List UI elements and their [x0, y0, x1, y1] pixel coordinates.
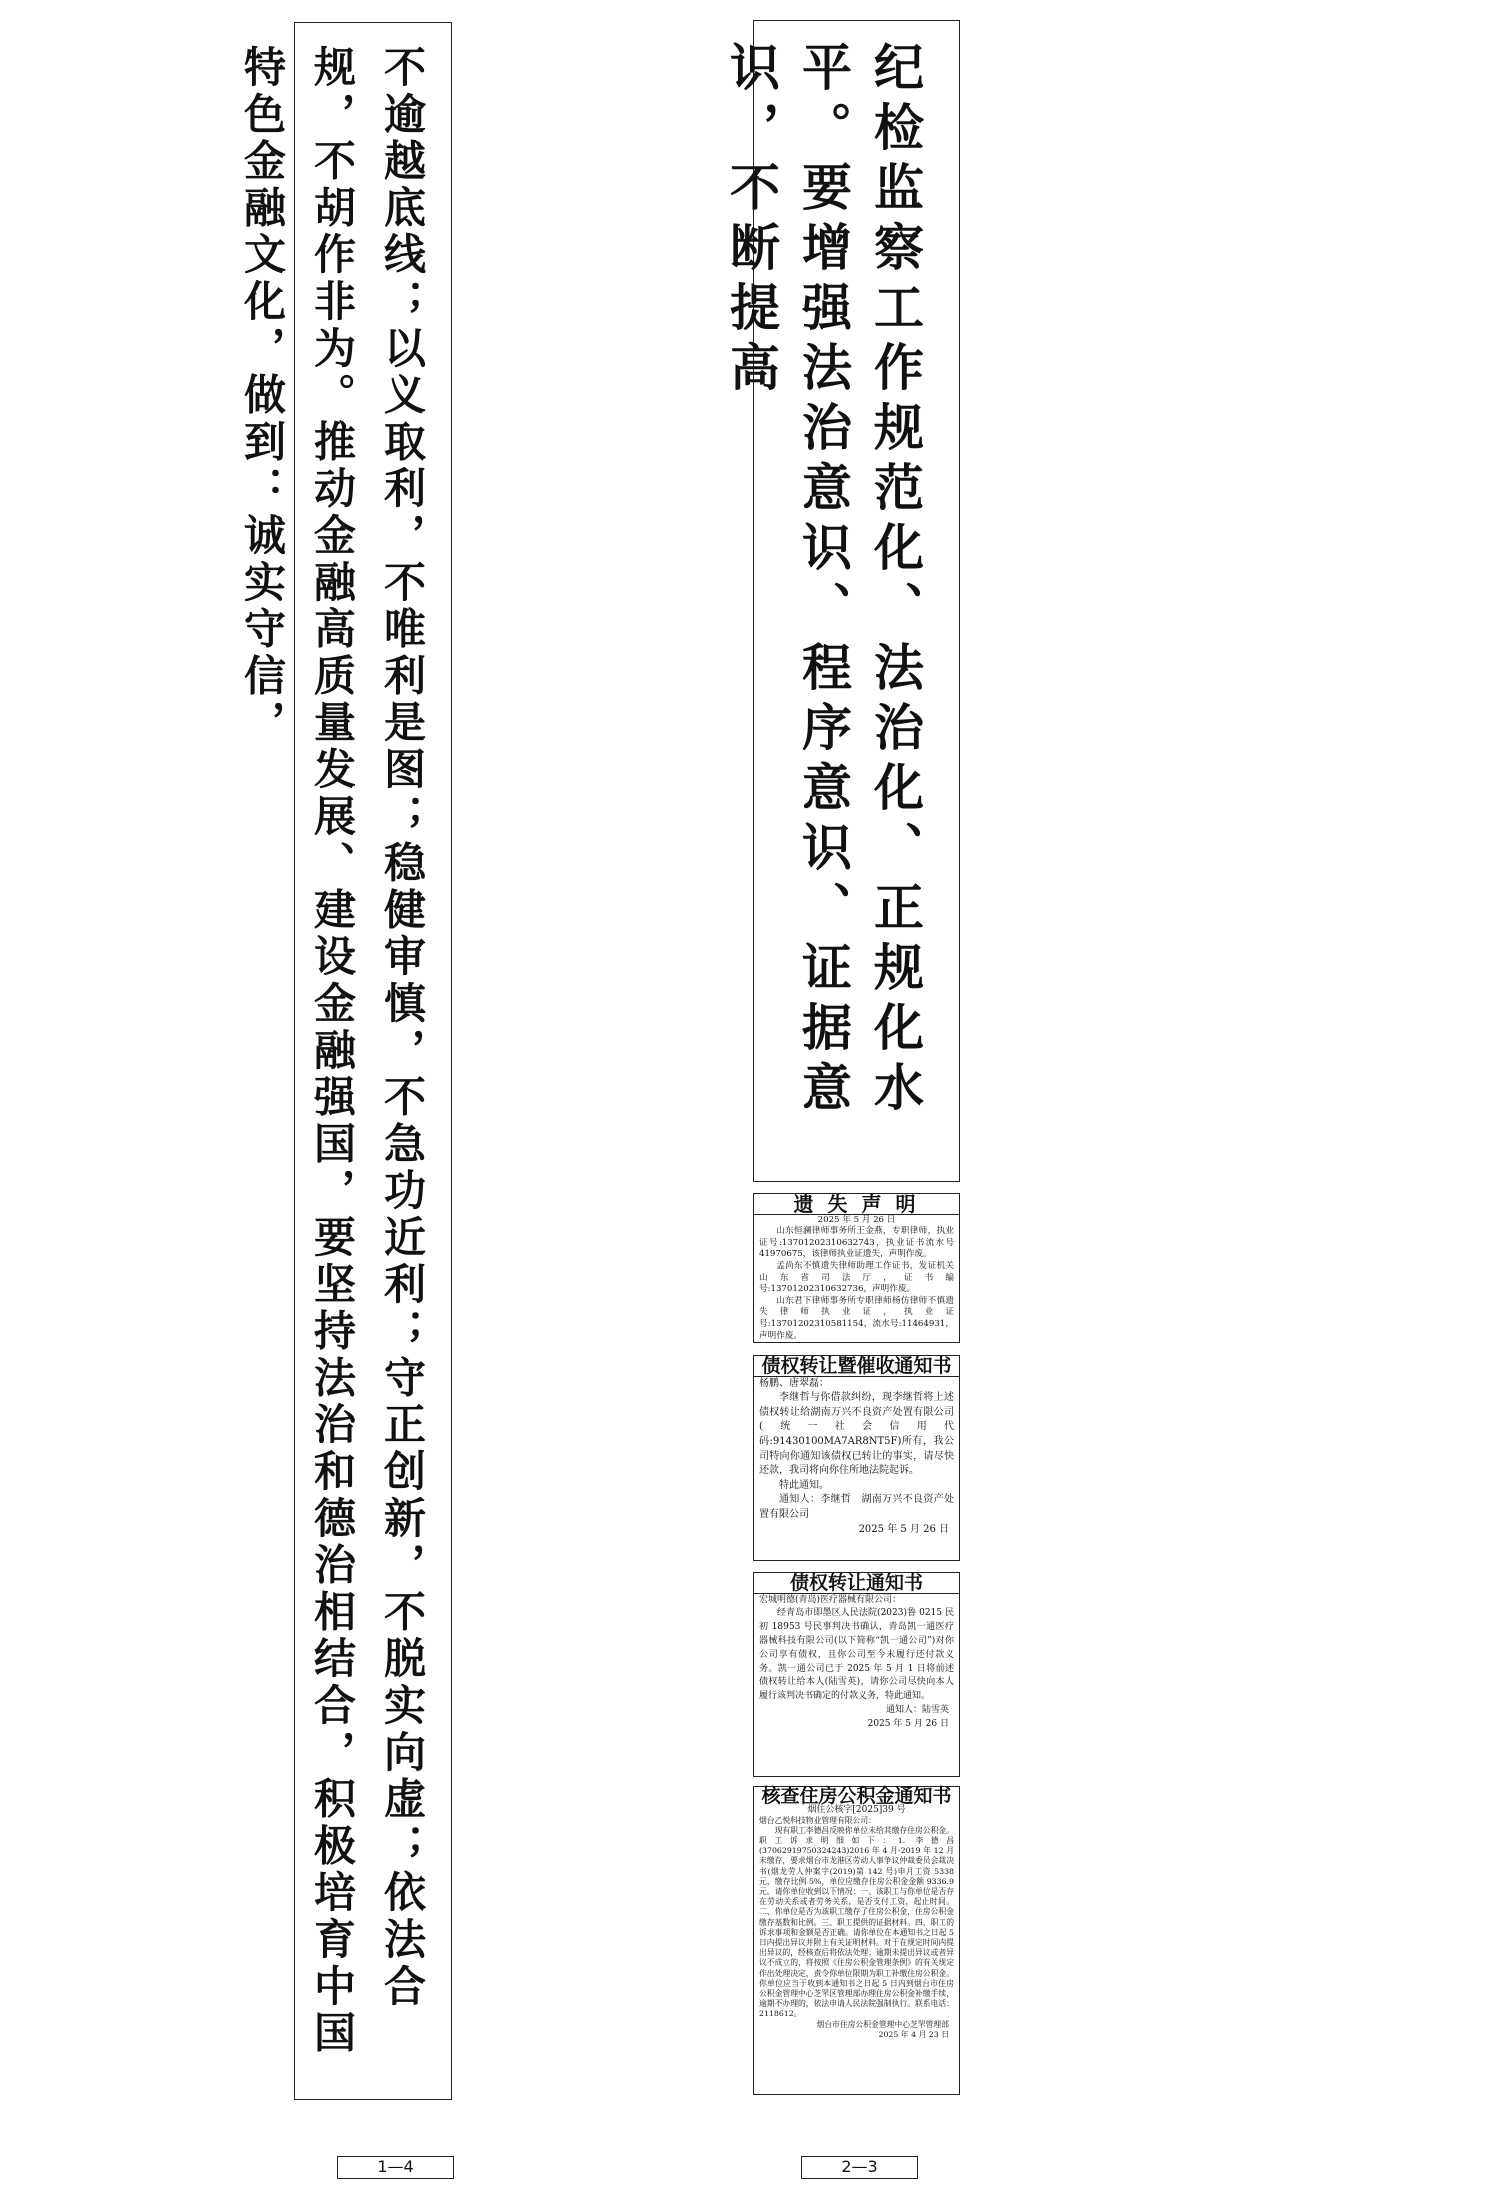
notice-addressee: 烟台乙悦科技物业管理有限公司： — [759, 1815, 876, 1825]
notice-title: 债权转让暨催收通知书 — [754, 1356, 959, 1377]
housing-fund-notice — [753, 1786, 960, 2095]
lost-statement-notice — [753, 1193, 960, 1343]
debt-transfer-notice — [753, 1572, 960, 1777]
notice-addressee: 杨鹏、唐翠磊： — [759, 1377, 829, 1389]
notice-title: 核查住房公积金通知书 — [761, 1785, 952, 1807]
page-number-right: 2—3 — [801, 2156, 918, 2179]
notice-date: 2025 年 5 月 26 日 — [858, 1523, 949, 1535]
notice-doc-number: 烟住公核字[2025]39 号 — [807, 1804, 906, 1815]
notice-signature: 烟台市住房公积金管理中心芝罘管理部 — [816, 2019, 949, 2029]
notice-paragraph: 山东君下律师事务所专职律师杨仿律师不慎遗失律师执业证，执业证号:13701202310581154，流水号:11464931，声明作废。 — [759, 1295, 954, 1341]
notice-date: 2025 年 5 月 26 日 — [867, 1718, 949, 1729]
notice-addressee: 宏城明德(青岛)医疗器械有限公司： — [759, 1594, 902, 1605]
notice-body: 经青岛市即墨区人民法院(2023)鲁 0215 民初 18953 号民事判决书确认，青岛凯一通医疗器械科技有限公司(以下简称“凯一通公司”)对你公司享有债权，且你公司至今未履行还付款义务。凯一通公司已于 2025 年 5 月 1 日将前述债权转让给本人(陆雪英)，请你公司尽快向本人履行该判决书确定的付款义务，特此通知。 — [759, 1608, 954, 1702]
notice-signature: 通知人：陆雪英 — [885, 1704, 949, 1715]
notice-closing: 特此通知。 — [779, 1479, 829, 1491]
left-banner — [238, 22, 452, 2100]
notice-paragraph: 孟尚东不慎遗失律师助理工作证书，发证机关山东省司法厅，证书编号:13701202310632736，声明作废。 — [759, 1260, 954, 1295]
notice-date: 2025 年 4 月 23 日 — [878, 2029, 949, 2039]
right-banner — [722, 20, 960, 1182]
right-banner-text: 纪检监察工作规范化、法治化、正规化水平。要增强法治意识、程序意识、证据意识，不断提高 — [722, 41, 924, 1121]
notice-body: 李继哲与你借款纠纷，现李继哲将上述债权转让给湖南万兴不良资产处置有限公司(统一社会信用代码:91430100MA7AR8NT5F)所有，我公司特向你通知该债权已转让的事实，请尽快还款，我司将向你住所地法院起诉。 — [759, 1392, 954, 1477]
debt-collection-notice — [753, 1355, 960, 1561]
notice-body: 现有职工李德昌反映你单位未给其缴存住房公积金。职工诉求明细如下：1. 李德昌(37062919750324243)2016 年 4 月-2019 年 12 月未缴存，要求烟台市龙港区劳动人事争议仲裁委员会裁决书(烟龙劳人仲案字(2019)第 142 号)申月工资 5338 元，缴存比例 5%，单位应缴存住房公积金金额 9336.9 元。请你单位收到以下情况：一、该职工与你单位是否存在劳动关系或者劳务关系，是否支付工资，起止时间。二、你单位是否为该职工缴存了住房公积金，住房公积金缴存基数和比例。三、职工提供的证据材料。四、职工的诉求事项和金额是否正确。请你单位在本通知书之日起 5 日内提出异议并附上有关证明材料。对于在规定时间内提出异议的，经核查后将依法处理；逾期未提出异议或者异议不成立的，将按照《住房公积金管理条例》的有关规定作出处理决定，责令你单位限期为职工补缴住房公积金。你单位应当于收到本通知书之日起 5 日内到烟台市住房公积金管理中心芝罘区管理部办理住房公积金补缴手续，逾期不办理的，依法申请人民法院强制执行。联系电话：2118612。 — [759, 1825, 954, 2019]
notice-signature: 通知人：李继哲 湖南万兴不良资产处置有限公司 — [759, 1494, 954, 1520]
notice-paragraph: 山东恒澜律师事务所王金燕，专职律师，执业证号:13701202310632743，执业证书流水号41970675，该律师执业证遗失，声明作废。 — [759, 1226, 954, 1260]
page-number-left: 1—4 — [337, 2156, 454, 2179]
notice-date: 2025 年 5 月 26 日 — [817, 1214, 896, 1225]
notice-title: 遗失声明 — [754, 1194, 959, 1215]
left-banner-text: 不逾越底线；以义取利，不唯利是图；稳健审慎，不急功近利；守正创新，不脱实向虚；依法合规，不胡作非为。推动金融高质量发展、建设金融强国，要坚持法治和德治相结合，积极培育中国特色金融文化，做到：诚实守信， — [238, 45, 427, 2058]
notice-title: 债权转让通知书 — [754, 1573, 959, 1594]
